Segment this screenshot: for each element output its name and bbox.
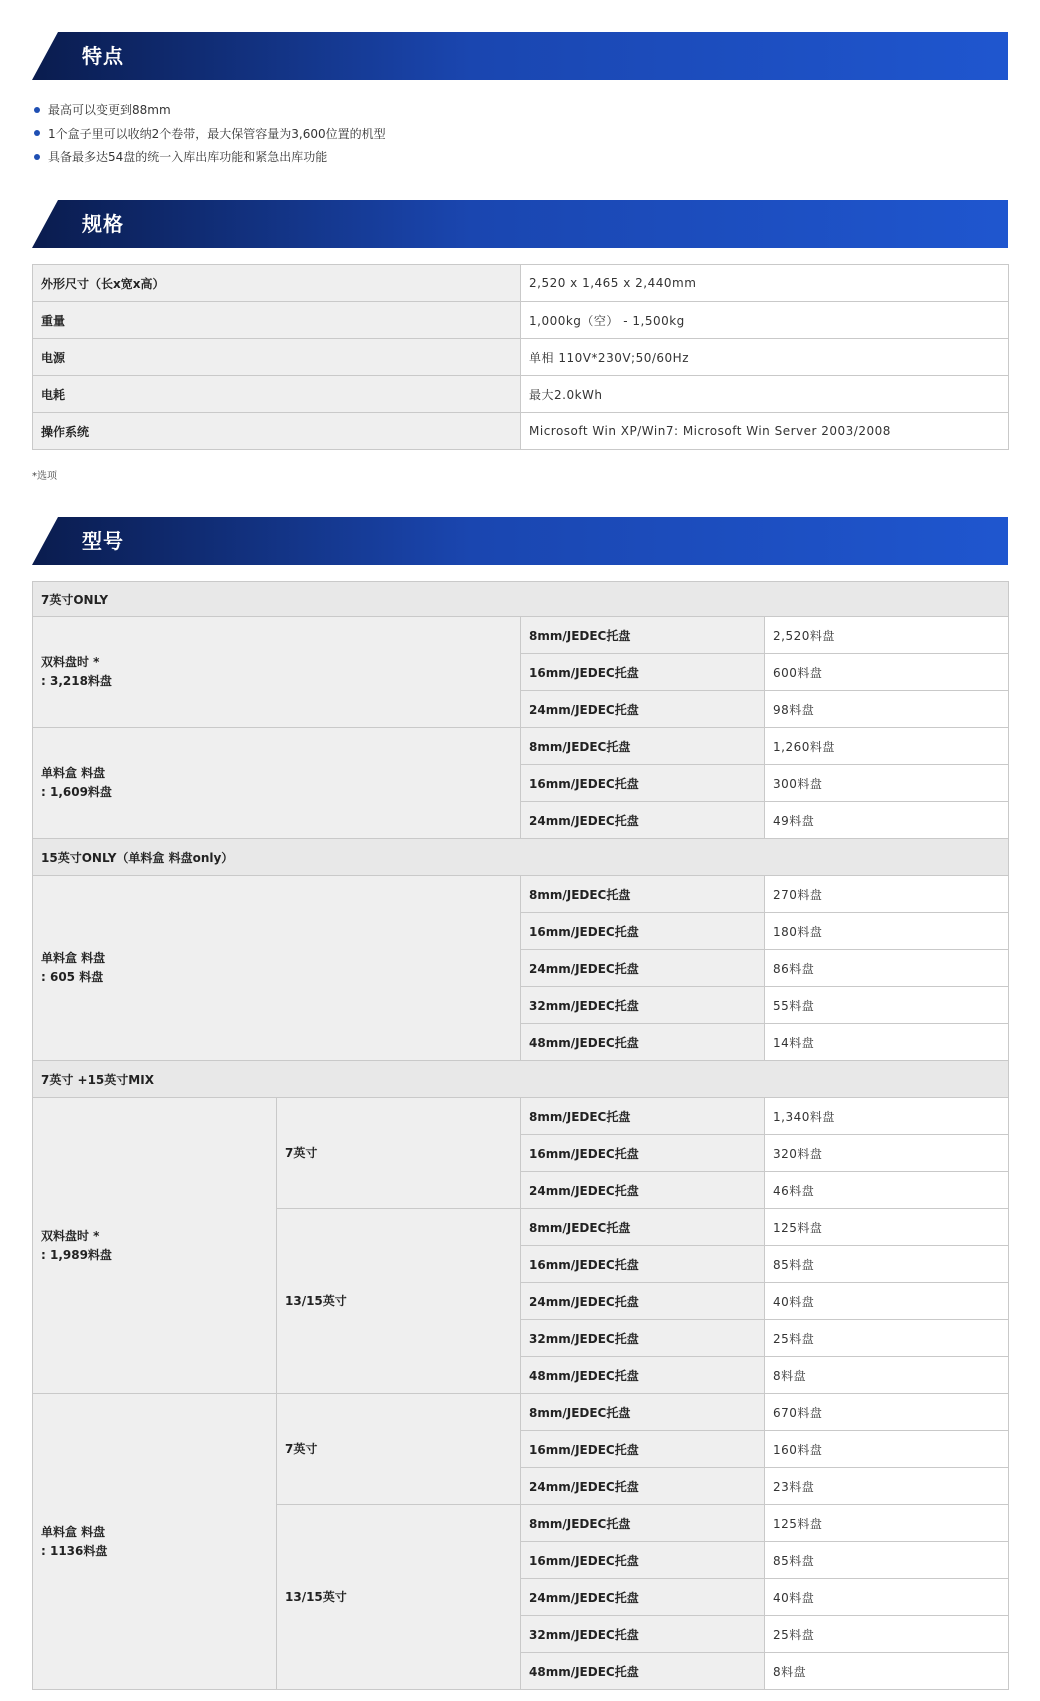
- spec-value: 最大2.0kWh: [521, 376, 1009, 413]
- tray-capacity: 1,260料盘: [765, 728, 1009, 765]
- section-header-row: [33, 839, 1009, 876]
- bullet-icon: [34, 154, 40, 160]
- specs-note: *选项: [32, 471, 57, 482]
- spec-label: 外形尺寸（长x宽x高）: [33, 265, 521, 302]
- table-row: [33, 413, 1009, 450]
- tray-capacity: 1,340料盘: [765, 1098, 1009, 1135]
- tray-type: 32mm/JEDEC托盘: [521, 1320, 765, 1357]
- tray-type: 8mm/JEDEC托盘: [521, 728, 765, 765]
- tray-type: 8mm/JEDEC托盘: [521, 1098, 765, 1135]
- bullet-icon: [34, 130, 40, 136]
- tray-type: 32mm/JEDEC托盘: [521, 987, 765, 1024]
- tray-capacity: 86料盘: [765, 950, 1009, 987]
- tray-capacity: 2,520料盘: [765, 617, 1009, 654]
- tray-type: 16mm/JEDEC托盘: [521, 654, 765, 691]
- tray-capacity: 300料盘: [765, 765, 1009, 802]
- tray-capacity: 670料盘: [765, 1394, 1009, 1431]
- tray-type: 8mm/JEDEC托盘: [521, 1505, 765, 1542]
- reel-size-label: 7英寸: [277, 1098, 521, 1209]
- tray-type: 8mm/JEDEC托盘: [521, 1394, 765, 1431]
- tray-capacity: 600料盘: [765, 654, 1009, 691]
- tray-capacity: 98料盘: [765, 691, 1009, 728]
- tray-type: 16mm/JEDEC托盘: [521, 1542, 765, 1579]
- tray-type: 8mm/JEDEC托盘: [521, 1209, 765, 1246]
- feature-item: 具备最多达54盘的统一入库出库功能和紧急出库功能: [34, 146, 386, 170]
- table-row: [33, 876, 1009, 913]
- spec-label: 重量: [33, 302, 521, 339]
- table-row: [33, 302, 1009, 339]
- table-row: [33, 728, 1009, 765]
- tray-capacity: 40料盘: [765, 1283, 1009, 1320]
- models-banner: [32, 517, 1008, 565]
- tray-capacity: 14料盘: [765, 1024, 1009, 1061]
- tray-type: 48mm/JEDEC托盘: [521, 1024, 765, 1061]
- section-title-mix: 7英寸 +15英寸MIX: [33, 1061, 1009, 1098]
- models-title: 型号: [82, 529, 124, 553]
- tray-type: 16mm/JEDEC托盘: [521, 1246, 765, 1283]
- table-row: [33, 1098, 1009, 1135]
- bullet-icon: [34, 107, 40, 113]
- table-row: [33, 376, 1009, 413]
- tray-type: 16mm/JEDEC托盘: [521, 913, 765, 950]
- tray-capacity: 25料盘: [765, 1320, 1009, 1357]
- table-row: [33, 617, 1009, 654]
- tray-capacity: 125料盘: [765, 1209, 1009, 1246]
- group-label: 双料盘时 * : 3,218料盘: [33, 617, 521, 728]
- table-row: [33, 1394, 1009, 1431]
- tray-capacity: 23料盘: [765, 1468, 1009, 1505]
- tray-capacity: 270料盘: [765, 876, 1009, 913]
- banner-background: [32, 200, 1008, 248]
- section-title-7inch: 7英寸ONLY: [33, 582, 1009, 617]
- spec-value: Microsoft Win XP/Win7: Microsoft Win Server 2003/2008: [521, 413, 1009, 450]
- tray-capacity: 8料盘: [765, 1653, 1009, 1690]
- tray-capacity: 160料盘: [765, 1431, 1009, 1468]
- tray-capacity: 85料盘: [765, 1246, 1009, 1283]
- tray-capacity: 55料盘: [765, 987, 1009, 1024]
- section-title-15inch: 15英寸ONLY（单料盒 料盘only）: [33, 839, 1009, 876]
- group-label: 单料盒 料盘 : 1,609料盘: [33, 728, 521, 839]
- group-label: 双料盘时 * : 1,989料盘: [33, 1098, 277, 1394]
- tray-type: 8mm/JEDEC托盘: [521, 876, 765, 913]
- table-row: [33, 339, 1009, 376]
- group-label: 单料盒 料盘 : 1136料盘: [33, 1394, 277, 1690]
- specs-table: [32, 264, 1009, 450]
- specs-title: 规格: [82, 212, 124, 236]
- tray-capacity: 320料盘: [765, 1135, 1009, 1172]
- reel-size-label: 7英寸: [277, 1394, 521, 1505]
- section-header-row: [33, 582, 1009, 617]
- tray-type: 16mm/JEDEC托盘: [521, 765, 765, 802]
- feature-item: 最高可以变更到88mm: [34, 99, 386, 123]
- tray-type: 16mm/JEDEC托盘: [521, 1135, 765, 1172]
- tray-capacity: 49料盘: [765, 802, 1009, 839]
- tray-type: 24mm/JEDEC托盘: [521, 802, 765, 839]
- tray-type: 32mm/JEDEC托盘: [521, 1616, 765, 1653]
- tray-capacity: 180料盘: [765, 913, 1009, 950]
- tray-capacity: 85料盘: [765, 1542, 1009, 1579]
- tray-capacity: 25料盘: [765, 1616, 1009, 1653]
- features-title: 特点: [82, 44, 124, 68]
- tray-type: 16mm/JEDEC托盘: [521, 1431, 765, 1468]
- spec-label: 电耗: [33, 376, 521, 413]
- spec-value: 1,000kg（空） - 1,500kg: [521, 302, 1009, 339]
- spec-value: 2,520 x 1,465 x 2,440mm: [521, 265, 1009, 302]
- tray-type: 8mm/JEDEC托盘: [521, 617, 765, 654]
- spec-label: 电源: [33, 339, 521, 376]
- tray-type: 24mm/JEDEC托盘: [521, 1283, 765, 1320]
- models-table: [32, 581, 1009, 1690]
- features-list: [34, 99, 386, 170]
- tray-type: 24mm/JEDEC托盘: [521, 691, 765, 728]
- group-label: 单料盒 料盘 : 605 料盘: [33, 876, 521, 1061]
- features-banner: [32, 32, 1008, 80]
- banner-background: [32, 32, 1008, 80]
- tray-capacity: 125料盘: [765, 1505, 1009, 1542]
- specs-banner: [32, 200, 1008, 248]
- tray-capacity: 40料盘: [765, 1579, 1009, 1616]
- spec-value: 单相 110V*230V;50/60Hz: [521, 339, 1009, 376]
- tray-type: 24mm/JEDEC托盘: [521, 950, 765, 987]
- section-header-row: [33, 1061, 1009, 1098]
- table-row: [33, 265, 1009, 302]
- spec-label: 操作系统: [33, 413, 521, 450]
- tray-type: 48mm/JEDEC托盘: [521, 1653, 765, 1690]
- tray-capacity: 46料盘: [765, 1172, 1009, 1209]
- tray-type: 48mm/JEDEC托盘: [521, 1357, 765, 1394]
- reel-size-label: 13/15英寸: [277, 1505, 521, 1690]
- tray-type: 24mm/JEDEC托盘: [521, 1468, 765, 1505]
- tray-type: 24mm/JEDEC托盘: [521, 1579, 765, 1616]
- reel-size-label: 13/15英寸: [277, 1209, 521, 1394]
- feature-item: 1个盒子里可以收纳2个卷带，最大保管容量为3,600位置的机型: [34, 123, 386, 147]
- tray-capacity: 8料盘: [765, 1357, 1009, 1394]
- banner-background: [32, 517, 1008, 565]
- tray-type: 24mm/JEDEC托盘: [521, 1172, 765, 1209]
